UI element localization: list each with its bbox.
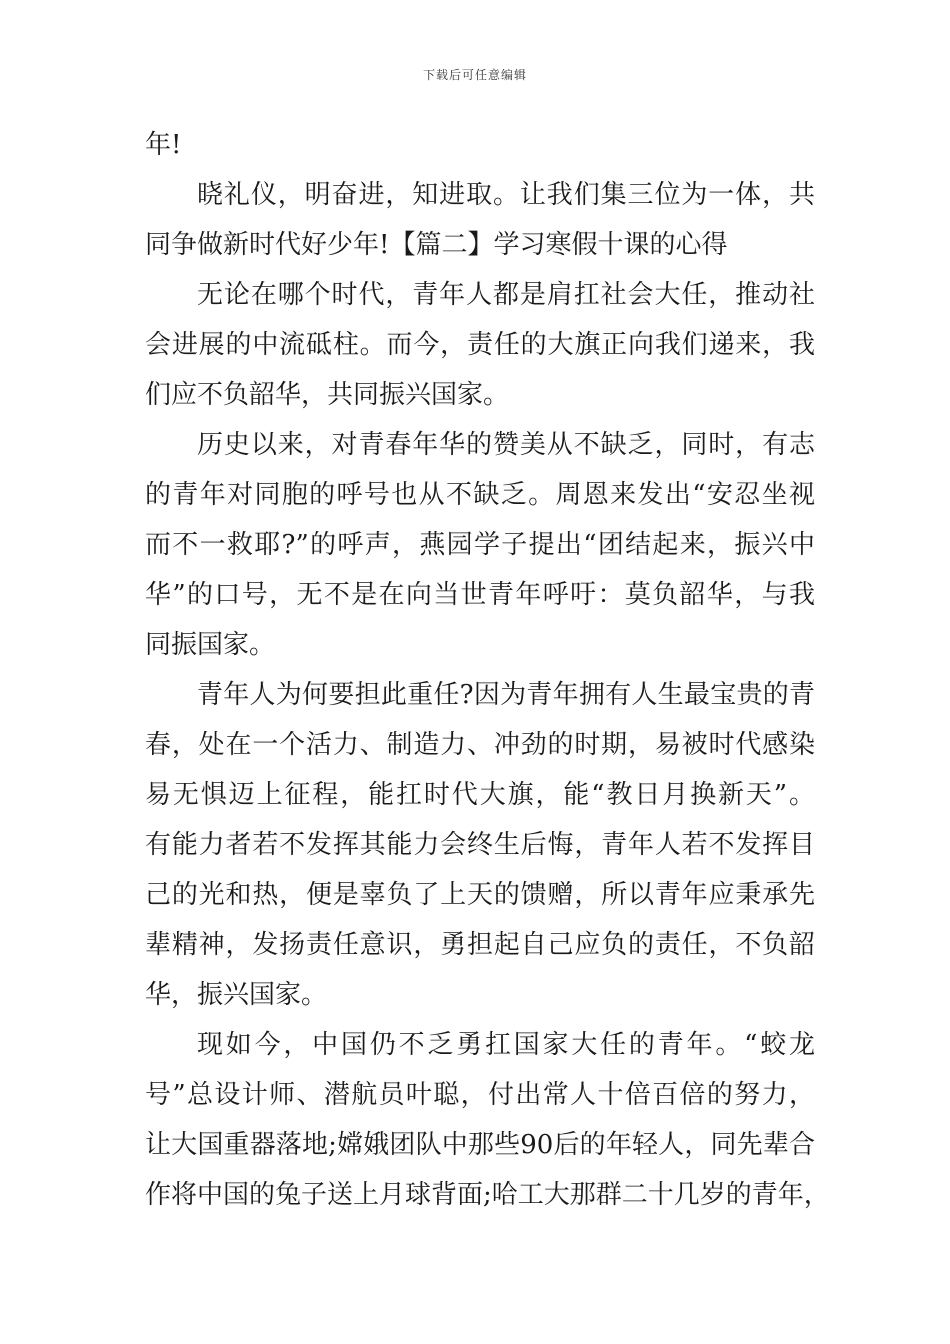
text-line: 华”的口号，无不是在向当世青年呼吁：莫负韶华，与我 bbox=[145, 580, 815, 610]
text-line: 年! bbox=[145, 130, 182, 160]
text-line: 会进展的中流砥柱。而今，责任的大旗正向我们递来，我 bbox=[145, 330, 815, 360]
text-line: 春，处在一个活力、制造力、冲劲的时期，易被时代感染 bbox=[145, 730, 815, 760]
paragraph bbox=[145, 420, 815, 670]
page-header: 下载后可任意编辑 bbox=[422, 68, 527, 82]
text-line: 作将中国的兔子送上月球背面;哈工大那群二十几岁的青年， bbox=[145, 1180, 830, 1210]
text-line: 华，振兴国家。 bbox=[145, 980, 328, 1010]
text-line: 现如今，中国仍不乏勇扛国家大任的青年。“蛟龙 bbox=[197, 1030, 815, 1060]
text-line: 无论在哪个时代，青年人都是肩扛社会大任，推动社 bbox=[197, 280, 815, 310]
text-line: 己的光和热，便是辜负了上天的馈赠，所以青年应秉承先 bbox=[145, 880, 815, 910]
paragraph bbox=[145, 120, 815, 170]
text-line: 辈精神，发扬责任意识，勇担起自己应负的责任，不负韶 bbox=[145, 930, 815, 960]
text-line: 同振国家。 bbox=[145, 630, 276, 660]
text-line: 青年人为何要担此重任?因为青年拥有人生最宝贵的青 bbox=[197, 680, 815, 710]
text-line: 而不一救耶?”的呼声，燕园学子提出“团结起来，振兴中 bbox=[145, 530, 815, 560]
paragraph bbox=[145, 1020, 830, 1220]
text-line: 们应不负韶华，共同振兴国家。 bbox=[145, 380, 510, 410]
text-line: 同争做新时代好少年!【篇二】学习寒假十课的心得 bbox=[145, 230, 728, 260]
text-line: 有能力者若不发挥其能力会终生后悔，青年人若不发挥目 bbox=[145, 830, 815, 860]
text-line: 的青年对同胞的呼号也从不缺乏。周恩来发出“安忍坐视 bbox=[145, 480, 815, 510]
text-line: 号”总设计师、潜航员叶聪，付出常人十倍百倍的努力， bbox=[145, 1080, 815, 1110]
text-line: 易无惧迈上征程，能扛时代大旗，能“教日月换新天”。 bbox=[145, 780, 815, 810]
paragraph bbox=[145, 170, 815, 270]
paragraph bbox=[145, 670, 815, 1020]
text-line: 晓礼仪，明奋进，知进取。让我们集三位为一体，共 bbox=[197, 180, 815, 210]
text-line: 让大国重器落地;嫦娥团队中那些90后的年轻人，同先辈合 bbox=[145, 1130, 815, 1160]
paragraph bbox=[145, 270, 815, 420]
text-line: 历史以来，对青春年华的赞美从不缺乏，同时，有志 bbox=[197, 430, 815, 460]
document-body bbox=[145, 120, 830, 1220]
